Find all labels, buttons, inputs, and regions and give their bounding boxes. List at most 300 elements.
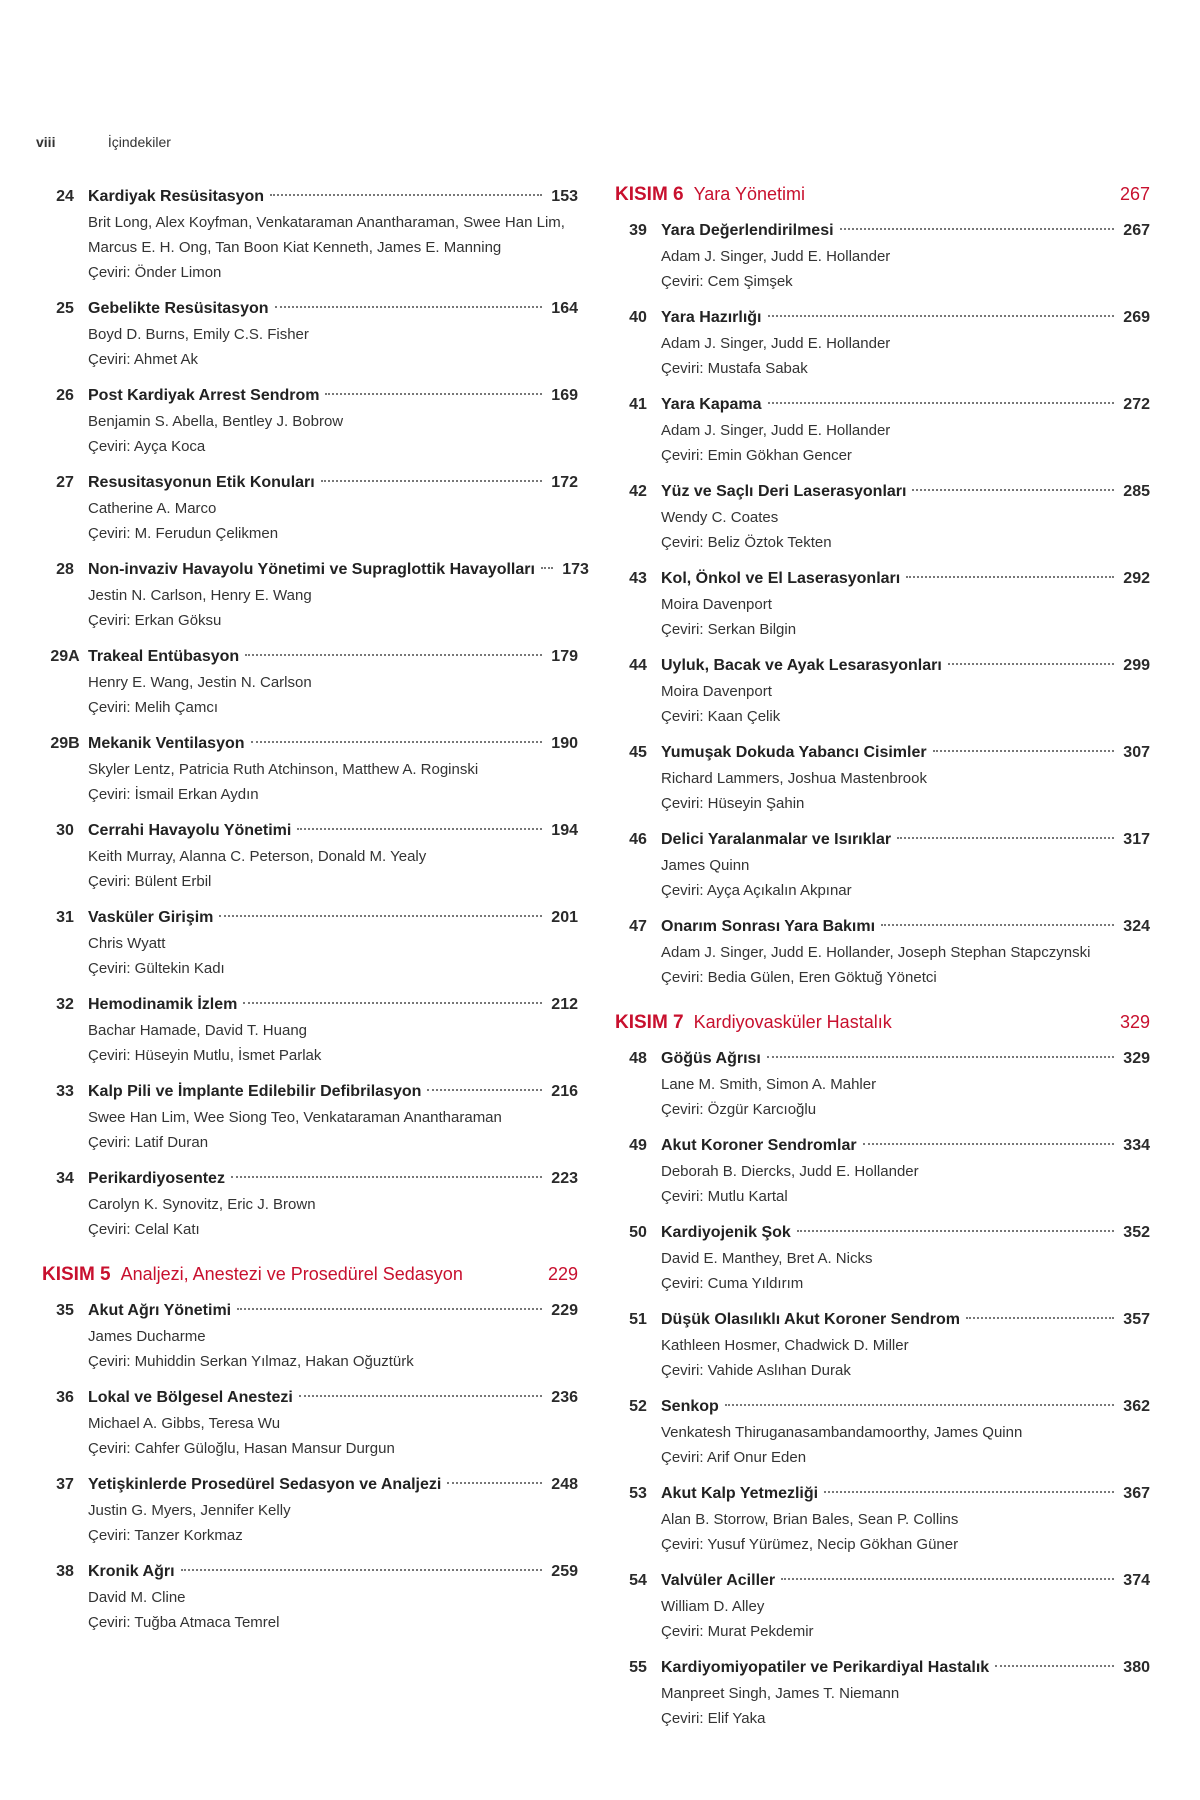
chapter-translator: Çeviri: Murat Pekdemir xyxy=(661,1623,814,1640)
chapter-page: 229 xyxy=(551,1302,578,1319)
chapter-page: 324 xyxy=(1123,918,1150,935)
chapter-translator: Çeviri: Mutlu Kartal xyxy=(661,1188,788,1205)
title-line xyxy=(88,905,578,931)
chapter-authors: Justin G. Myers, Jennifer Kelly xyxy=(88,1502,291,1519)
title-line xyxy=(88,1166,578,1192)
chapter-authors: Venkatesh Thiruganasambandamoorthy, James Quinn xyxy=(661,1424,1023,1441)
dot-leader xyxy=(906,576,1114,578)
chapter-translator: Çeviri: Tanzer Korkmaz xyxy=(88,1527,243,1544)
chapter-page: 285 xyxy=(1123,483,1150,500)
entry-body xyxy=(661,218,1150,294)
dot-leader xyxy=(768,315,1115,317)
chapter-title[interactable]: Yetişkinlerde Prosedürel Sedasyon ve Analjezi xyxy=(88,1476,442,1493)
chapter-number: 33 xyxy=(56,1083,74,1100)
chapter-title[interactable]: Trakeal Entübasyon xyxy=(88,648,240,665)
chapter-page: 374 xyxy=(1123,1572,1150,1589)
dot-leader xyxy=(243,1002,542,1004)
title-line xyxy=(661,1220,1150,1246)
chapter-number: 50 xyxy=(629,1224,647,1241)
chapter-page: 380 xyxy=(1123,1659,1150,1676)
chapter-number: 51 xyxy=(629,1311,647,1328)
dot-leader xyxy=(245,654,542,656)
chapter-title[interactable]: Kol, Önkol ve El Laserasyonları xyxy=(661,570,901,587)
section-label: KISIM 5 xyxy=(42,1264,111,1285)
dot-leader xyxy=(541,567,553,569)
dot-leader xyxy=(767,1056,1114,1058)
dot-leader xyxy=(933,750,1114,752)
chapter-authors: Alan B. Storrow, Brian Bales, Sean P. Collins xyxy=(661,1511,959,1528)
dot-leader xyxy=(321,480,542,482)
chapter-translator: Çeviri: Önder Limon xyxy=(88,264,222,281)
chapter-authors: Carolyn K. Synovitz, Eric J. Brown xyxy=(88,1196,316,1213)
chapter-title[interactable]: Yara Kapama xyxy=(661,396,762,413)
toc-entry[interactable] xyxy=(615,1220,1150,1296)
chapter-number: 42 xyxy=(629,483,647,500)
dot-leader xyxy=(427,1089,542,1091)
entry-body xyxy=(661,740,1150,816)
section-title: Yara Yönetimi xyxy=(693,184,806,204)
dot-leader xyxy=(297,828,542,830)
toc-entry[interactable] xyxy=(42,905,578,981)
entry-body xyxy=(661,1046,1150,1122)
chapter-authors: David M. Cline xyxy=(88,1589,186,1606)
entry-body xyxy=(88,1559,578,1635)
toc-entry[interactable] xyxy=(42,296,578,372)
chapter-translator: Çeviri: Ahmet Ak xyxy=(88,351,199,368)
chapter-translator: Çeviri: Latif Duran xyxy=(88,1134,209,1151)
chapter-title[interactable]: Vasküler Girişim xyxy=(88,909,214,926)
chapter-number: 28 xyxy=(56,561,74,578)
chapter-number: 34 xyxy=(56,1170,74,1187)
dot-leader xyxy=(231,1176,542,1178)
chapter-page: 267 xyxy=(1123,222,1150,239)
chapter-title[interactable]: Yumuşak Dokuda Yabancı Cisimler xyxy=(661,744,927,761)
chapter-translator: Çeviri: Erkan Göksu xyxy=(88,612,222,629)
dot-leader xyxy=(966,1317,1114,1319)
chapter-title[interactable]: Akut Ağrı Yönetimi xyxy=(88,1302,232,1319)
chapter-authors: Adam J. Singer, Judd E. Hollander xyxy=(661,422,891,439)
entry-body xyxy=(88,184,578,285)
toc-entry[interactable] xyxy=(42,1385,578,1461)
chapter-authors: David E. Manthey, Bret A. Nicks xyxy=(661,1250,873,1267)
title-line xyxy=(661,1655,1150,1681)
chapter-title[interactable]: Gebelikte Resüsitasyon xyxy=(88,300,269,317)
chapter-title[interactable]: Hemodinamik İzlem xyxy=(88,996,238,1013)
title-line xyxy=(88,1559,578,1585)
chapter-authors: Henry E. Wang, Jestin N. Carlson xyxy=(88,674,312,691)
entry-body xyxy=(661,914,1150,990)
toc-entry[interactable] xyxy=(42,383,578,459)
chapter-number: 31 xyxy=(56,909,74,926)
section-heading xyxy=(615,184,1150,206)
toc-entry[interactable] xyxy=(42,992,578,1068)
chapter-title[interactable]: Göğüs Ağrısı xyxy=(661,1050,761,1067)
section-label: KISIM 6 xyxy=(615,184,684,205)
chapter-title[interactable]: Perikardiyosentez xyxy=(88,1170,225,1187)
chapter-page: 216 xyxy=(551,1083,578,1100)
chapter-number: 44 xyxy=(629,657,647,674)
chapter-page: 212 xyxy=(551,996,578,1013)
toc-entry[interactable] xyxy=(615,1481,1150,1557)
chapter-translator: Çeviri: Gültekin Kadı xyxy=(88,960,225,977)
title-line xyxy=(661,1481,1150,1507)
entry-body xyxy=(661,305,1150,381)
toc-entry[interactable] xyxy=(615,392,1150,468)
title-line xyxy=(661,479,1150,505)
section-heading xyxy=(42,1264,578,1286)
title-line xyxy=(88,1079,578,1105)
chapter-authors: Benjamin S. Abella, Bentley J. Bobrow xyxy=(88,413,344,430)
title-line xyxy=(661,740,1150,766)
chapter-authors: Wendy C. Coates xyxy=(661,509,779,526)
entry-body xyxy=(661,1568,1150,1644)
title-line xyxy=(88,992,578,1018)
toc-entry[interactable] xyxy=(615,1307,1150,1383)
entry-body xyxy=(88,557,589,633)
chapter-number: 36 xyxy=(56,1389,74,1406)
title-line xyxy=(88,296,578,322)
chapter-authors: Adam J. Singer, Judd E. Hollander xyxy=(661,248,891,265)
chapter-authors: Bachar Hamade, David T. Huang xyxy=(88,1022,308,1039)
chapter-translator: Çeviri: Bedia Gülen, Eren Göktuğ Yönetci xyxy=(661,969,937,986)
chapter-title[interactable]: Kalp Pili ve İmplante Edilebilir Defibrilasyon xyxy=(88,1083,422,1100)
chapter-page: 201 xyxy=(551,909,578,926)
chapter-page: 236 xyxy=(551,1389,578,1406)
chapter-page: 169 xyxy=(551,387,578,404)
toc-entry[interactable] xyxy=(615,218,1150,294)
entry-body xyxy=(88,818,578,894)
entry-body xyxy=(88,383,578,459)
chapter-number: 26 xyxy=(56,387,74,404)
toc-entry[interactable] xyxy=(615,1046,1150,1122)
chapter-number: 55 xyxy=(629,1659,647,1676)
chapter-translator: Çeviri: Mustafa Sabak xyxy=(661,360,808,377)
chapter-authors: Deborah B. Diercks, Judd E. Hollander xyxy=(661,1163,919,1180)
chapter-page: 334 xyxy=(1123,1137,1150,1154)
chapter-number: 47 xyxy=(629,918,647,935)
title-line xyxy=(661,914,1150,940)
chapter-title[interactable]: Mekanik Ventilasyon xyxy=(88,735,245,752)
chapter-title[interactable]: Yara Hazırlığı xyxy=(661,309,762,326)
chapter-title[interactable]: Resusitasyonun Etik Konuları xyxy=(88,474,315,491)
entry-body xyxy=(661,1133,1150,1209)
page-number: viii xyxy=(36,134,56,150)
chapter-authors: Moira Davenport xyxy=(661,683,772,700)
dot-leader xyxy=(897,837,1114,839)
chapter-number: 37 xyxy=(56,1476,74,1493)
title-line xyxy=(661,392,1150,418)
chapter-title[interactable]: Yara Değerlendirilmesi xyxy=(661,222,834,239)
chapter-title[interactable]: Akut Kalp Yetmezliği xyxy=(661,1485,819,1502)
dot-leader xyxy=(299,1395,542,1397)
title-line xyxy=(661,827,1150,853)
entry-body xyxy=(88,470,578,546)
chapter-page: 190 xyxy=(551,735,578,752)
chapter-translator: Çeviri: Cem Şimşek xyxy=(661,273,793,290)
chapter-page: 292 xyxy=(1123,570,1150,587)
chapter-authors: James Quinn xyxy=(661,857,750,874)
toc-entry[interactable] xyxy=(42,557,589,633)
title-line xyxy=(88,184,578,210)
entry-body xyxy=(661,479,1150,555)
title-line xyxy=(88,818,578,844)
toc-entry[interactable] xyxy=(42,1079,578,1155)
section-heading xyxy=(615,1012,1150,1034)
chapter-title[interactable]: Lokal ve Bölgesel Anestezi xyxy=(88,1389,293,1406)
chapter-translator: Çeviri: Bülent Erbil xyxy=(88,873,212,890)
title-line xyxy=(88,383,578,409)
title-line xyxy=(661,1394,1150,1420)
chapter-page: 172 xyxy=(551,474,578,491)
running-header xyxy=(36,134,171,150)
chapter-translator: Çeviri: Ayça Açıkalın Akpınar xyxy=(661,882,852,899)
chapter-title[interactable]: Delici Yaralanmalar ve Isırıklar xyxy=(661,831,892,848)
chapter-translator: Çeviri: Cahfer Güloğlu, Hasan Mansur Durgun xyxy=(88,1440,395,1457)
dot-leader xyxy=(948,663,1114,665)
chapter-number: 35 xyxy=(56,1302,74,1319)
toc-entry[interactable] xyxy=(615,479,1150,555)
chapter-translator: Çeviri: Elif Yaka xyxy=(661,1710,766,1727)
chapter-authors: William D. Alley xyxy=(661,1598,765,1615)
chapter-number: 39 xyxy=(629,222,647,239)
toc-entry[interactable] xyxy=(615,653,1150,729)
title-line xyxy=(88,644,578,670)
chapter-number: 52 xyxy=(629,1398,647,1415)
title-line xyxy=(88,557,589,583)
chapter-translator: Çeviri: Hüseyin Şahin xyxy=(661,795,805,812)
dot-leader xyxy=(797,1230,1114,1232)
chapter-authors: Richard Lammers, Joshua Mastenbrook xyxy=(661,770,927,787)
section-page: 229 xyxy=(547,1264,578,1284)
chapter-title[interactable]: Kardiyojenik Şok xyxy=(661,1224,791,1241)
chapter-number: 41 xyxy=(629,396,647,413)
dot-leader xyxy=(863,1143,1114,1145)
dot-leader xyxy=(270,194,542,196)
toc-entry[interactable] xyxy=(42,184,578,285)
toc-entry[interactable] xyxy=(42,1559,578,1635)
toc-entry[interactable] xyxy=(42,644,578,720)
chapter-page: 362 xyxy=(1123,1398,1150,1415)
title-line xyxy=(661,653,1150,679)
chapter-translator: Çeviri: Özgür Karcıoğlu xyxy=(661,1101,817,1118)
chapter-number: 46 xyxy=(629,831,647,848)
title-line xyxy=(88,470,578,496)
chapter-translator: Çeviri: Beliz Öztok Tekten xyxy=(661,534,832,551)
chapter-page: 179 xyxy=(551,648,578,665)
dot-leader xyxy=(447,1482,542,1484)
chapter-page: 299 xyxy=(1123,657,1150,674)
chapter-title[interactable]: Düşük Olasılıklı Akut Koroner Sendrom xyxy=(661,1311,961,1328)
section-page: 267 xyxy=(1119,184,1150,204)
chapter-authors: Moira Davenport xyxy=(661,596,772,613)
chapter-number: 29B xyxy=(50,735,80,752)
toc-entry[interactable] xyxy=(615,1133,1150,1209)
chapter-page: 352 xyxy=(1123,1224,1150,1241)
dot-leader xyxy=(275,306,542,308)
entry-body xyxy=(88,731,578,807)
dot-leader xyxy=(840,228,1114,230)
section-label: KISIM 7 xyxy=(615,1012,684,1033)
chapter-number: 32 xyxy=(56,996,74,1013)
chapter-page: 367 xyxy=(1123,1485,1150,1502)
chapter-title[interactable]: Onarım Sonrası Yara Bakımı xyxy=(661,918,876,935)
dot-leader xyxy=(237,1308,542,1310)
chapter-authors: Jestin N. Carlson, Henry E. Wang xyxy=(88,587,312,604)
chapter-translator: Çeviri: Serkan Bilgin xyxy=(661,621,797,638)
chapter-authors: Brit Long, Alex Koyfman, Venkataraman Anantharaman, Swee Han Lim, xyxy=(88,214,565,231)
title-line xyxy=(661,566,1150,592)
title-line xyxy=(88,1298,578,1324)
chapter-translator: Çeviri: Celal Katı xyxy=(88,1221,200,1238)
chapter-authors: Michael A. Gibbs, Teresa Wu xyxy=(88,1415,281,1432)
chapter-number: 48 xyxy=(629,1050,647,1067)
section-title: Kardiyovasküler Hastalık xyxy=(693,1012,892,1032)
entry-body xyxy=(88,1385,578,1461)
chapter-number: 53 xyxy=(629,1485,647,1502)
toc-entry[interactable] xyxy=(42,1298,578,1374)
chapter-page: 164 xyxy=(551,300,578,317)
chapter-translator: Çeviri: Tuğba Atmaca Temrel xyxy=(88,1614,280,1631)
chapter-translator: Çeviri: Muhiddin Serkan Yılmaz, Hakan Oğuztürk xyxy=(88,1353,414,1370)
chapter-translator: Çeviri: Kaan Çelik xyxy=(661,708,781,725)
toc-entry[interactable] xyxy=(615,914,1150,990)
entry-body xyxy=(661,827,1150,903)
chapter-authors: Boyd D. Burns, Emily C.S. Fisher xyxy=(88,326,309,343)
chapter-title[interactable]: Kardiyomiyopatiler ve Perikardiyal Hastalık xyxy=(661,1659,990,1676)
title-line xyxy=(661,1568,1150,1594)
title-line xyxy=(661,1046,1150,1072)
dot-leader xyxy=(881,924,1114,926)
toc-entry[interactable] xyxy=(615,305,1150,381)
toc-left-column xyxy=(42,184,589,1646)
dot-leader xyxy=(781,1578,1114,1580)
entry-body xyxy=(88,1298,578,1374)
chapter-number: 43 xyxy=(629,570,647,587)
chapter-authors: Skyler Lentz, Patricia Ruth Atchinson, Matthew A. Roginski xyxy=(88,761,479,778)
chapter-page: 259 xyxy=(551,1563,578,1580)
chapter-translator: Çeviri: Yusuf Yürümez, Necip Gökhan Güner xyxy=(661,1536,959,1553)
chapter-authors: Marcus E. H. Ong, Tan Boon Kiat Kenneth, James E. Manning xyxy=(88,239,502,256)
chapter-translator: Çeviri: Arif Onur Eden xyxy=(661,1449,807,1466)
chapter-title[interactable]: Non-invaziv Havayolu Yönetimi ve Supraglottik Havayolları xyxy=(88,561,535,578)
dot-leader xyxy=(824,1491,1114,1493)
entry-body xyxy=(661,1220,1150,1296)
toc-entry[interactable] xyxy=(42,470,578,546)
chapter-page: 153 xyxy=(551,188,578,205)
entry-body xyxy=(661,653,1150,729)
chapter-translator: Çeviri: Melih Çamcı xyxy=(88,699,219,716)
chapter-number: 25 xyxy=(56,300,74,317)
entry-body xyxy=(88,1079,578,1155)
chapter-authors: Adam J. Singer, Judd E. Hollander, Joseph Stephan Stapczynski xyxy=(661,944,1091,961)
entry-body xyxy=(88,644,578,720)
dot-leader xyxy=(251,741,542,743)
chapter-title[interactable]: Kardiyak Resüsitasyon xyxy=(88,188,265,205)
dot-leader xyxy=(219,915,542,917)
title-line xyxy=(88,1385,578,1411)
title-line xyxy=(661,305,1150,331)
chapter-title[interactable]: Post Kardiyak Arrest Sendrom xyxy=(88,387,320,404)
chapter-number: 38 xyxy=(56,1563,74,1580)
toc-entry[interactable] xyxy=(615,1655,1150,1731)
chapter-authors: Chris Wyatt xyxy=(88,935,166,952)
chapter-authors: Lane M. Smith, Simon A. Mahler xyxy=(661,1076,877,1093)
entry-body xyxy=(88,1166,578,1242)
chapter-title[interactable]: Valvüler Aciller xyxy=(661,1572,776,1589)
toc-entry[interactable] xyxy=(42,818,578,894)
chapter-number: 27 xyxy=(56,474,74,491)
chapter-translator: Çeviri: Cuma Yıldırım xyxy=(661,1275,804,1292)
title-line xyxy=(661,1133,1150,1159)
title-line xyxy=(88,1472,578,1498)
chapter-authors: Manpreet Singh, James T. Niemann xyxy=(661,1685,900,1702)
title-line xyxy=(661,218,1150,244)
dot-leader xyxy=(912,489,1114,491)
chapter-translator: Çeviri: Vahide Aslıhan Durak xyxy=(661,1362,851,1379)
header-title: İçindekiler xyxy=(107,134,171,150)
toc-entry[interactable] xyxy=(615,827,1150,903)
chapter-title[interactable]: Senkop xyxy=(661,1398,719,1415)
chapter-translator: Çeviri: İsmail Erkan Aydın xyxy=(88,786,259,803)
chapter-page: 329 xyxy=(1123,1050,1150,1067)
chapter-page: 269 xyxy=(1123,309,1150,326)
entry-body xyxy=(661,566,1150,642)
chapter-authors: Catherine A. Marco xyxy=(88,500,217,517)
entry-body xyxy=(88,1472,578,1548)
chapter-page: 272 xyxy=(1123,396,1150,413)
entry-body xyxy=(88,296,578,372)
chapter-page: 194 xyxy=(551,822,578,839)
chapter-number: 40 xyxy=(629,309,647,326)
chapter-authors: Swee Han Lim, Wee Siong Teo, Venkataraman Anantharaman xyxy=(88,1109,502,1126)
toc-right-column xyxy=(615,184,1150,1742)
chapter-translator: Çeviri: Ayça Koca xyxy=(88,438,206,455)
chapter-number: 29A xyxy=(50,648,80,665)
chapter-title[interactable]: Uyluk, Bacak ve Ayak Lesarasyonları xyxy=(661,657,942,674)
chapter-page: 307 xyxy=(1123,744,1150,761)
chapter-title[interactable]: Cerrahi Havayolu Yönetimi xyxy=(88,822,292,839)
chapter-title[interactable]: Kronik Ağrı xyxy=(88,1563,175,1580)
dot-leader xyxy=(768,402,1114,404)
chapter-authors: Keith Murray, Alanna C. Peterson, Donald M. Yealy xyxy=(88,848,427,865)
dot-leader xyxy=(995,1665,1114,1667)
toc-entry[interactable] xyxy=(615,1394,1150,1470)
toc-entry[interactable] xyxy=(42,1472,578,1548)
toc-entry[interactable] xyxy=(42,1166,578,1242)
toc-entry[interactable] xyxy=(42,731,578,807)
entry-body xyxy=(661,1394,1150,1470)
title-line xyxy=(661,1307,1150,1333)
entry-body xyxy=(88,905,578,981)
chapter-page: 317 xyxy=(1123,831,1150,848)
chapter-number: 49 xyxy=(629,1137,647,1154)
chapter-number: 45 xyxy=(629,744,647,761)
chapter-title[interactable]: Yüz ve Saçlı Deri Laserasyonları xyxy=(661,483,907,500)
chapter-authors: Kathleen Hosmer, Chadwick D. Miller xyxy=(661,1337,909,1354)
chapter-number: 30 xyxy=(56,822,74,839)
chapter-page: 248 xyxy=(551,1476,578,1493)
entry-body xyxy=(661,392,1150,468)
entry-body xyxy=(661,1655,1150,1731)
toc-entry[interactable] xyxy=(615,1568,1150,1644)
chapter-number: 24 xyxy=(56,188,74,205)
toc-entry[interactable] xyxy=(615,566,1150,642)
section-page: 329 xyxy=(1119,1012,1150,1032)
toc-entry[interactable] xyxy=(615,740,1150,816)
entry-body xyxy=(661,1481,1150,1557)
chapter-title[interactable]: Akut Koroner Sendromlar xyxy=(661,1137,857,1154)
entry-body xyxy=(88,992,578,1068)
